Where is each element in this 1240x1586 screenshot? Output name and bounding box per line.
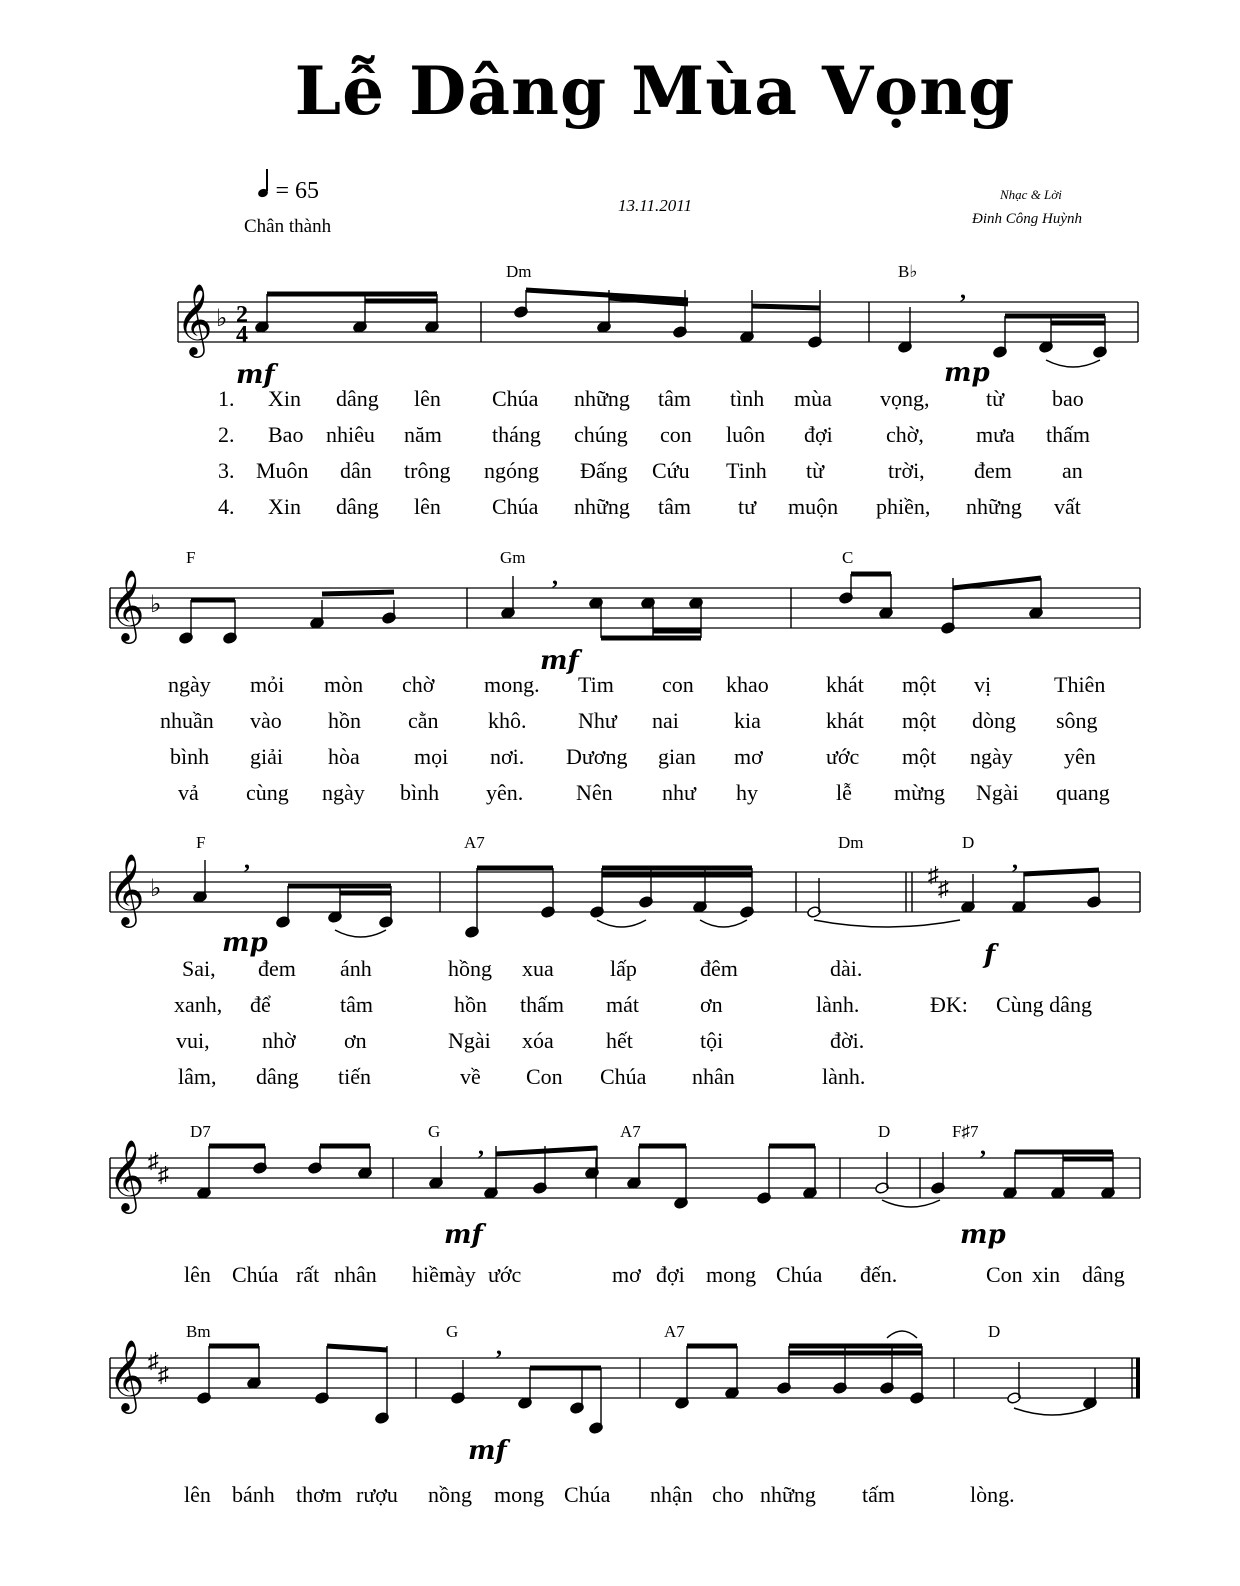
lyric-syllable: chúng [574, 422, 628, 447]
beam [752, 306, 820, 308]
time-signature-bottom: 4 [236, 322, 248, 348]
lyric-syllable: mọi [414, 744, 449, 769]
lyric-syllable: Con [526, 1064, 563, 1089]
lyric-syllable: dâng [336, 386, 379, 411]
lyric-syllable: Chúa [492, 386, 539, 411]
lyric-syllable: lấp [610, 956, 637, 981]
lyric-syllable: năm [404, 422, 442, 447]
chord-symbol: B♭ [898, 262, 918, 281]
lyric-syllable: Muôn [256, 458, 309, 483]
lyric-syllable: những [966, 494, 1022, 519]
lyric-syllable: xua [522, 956, 554, 981]
dynamic-mf: mf [540, 646, 579, 676]
lyric-syllable: dâng [336, 494, 379, 519]
lyric-syllable: con [662, 672, 694, 697]
lyric-syllable: sông [1056, 708, 1098, 733]
lyric-syllable: quang [1056, 780, 1110, 805]
lyric-syllable: bánh [232, 1482, 275, 1507]
lyric-syllable: trông [404, 458, 451, 483]
lyric-syllable: mơ [612, 1262, 641, 1287]
tie [814, 920, 960, 927]
sharp-key-signature-icon: ♯ [938, 876, 949, 901]
lyric-syllable: ước [488, 1262, 522, 1287]
lyric-syllable: mỏi [250, 672, 285, 697]
breath-mark-icon: , [552, 564, 558, 590]
lyric-syllable: Như [578, 708, 617, 733]
lyric-syllable: Chúa [776, 1262, 823, 1287]
chord-symbol: F♯7 [952, 1122, 979, 1141]
sharp-key-signature-icon: ♯ [148, 1148, 159, 1173]
tie [1046, 360, 1100, 367]
expression-marking: Chân thành [244, 216, 332, 237]
dynamic-f: f [984, 940, 996, 970]
lyric-syllable: 2. [218, 422, 235, 447]
lyric-syllable: dài. [830, 956, 863, 981]
chord-symbol: D [878, 1122, 891, 1141]
lyric-syllable: lên [414, 386, 441, 411]
chord-symbol: D7 [190, 1122, 211, 1141]
lyric-syllable: con [660, 422, 692, 447]
lyric-syllable: ngày [322, 780, 365, 805]
lyric-syllable: nồng [428, 1482, 472, 1507]
lyric-syllable: vui, [176, 1028, 210, 1053]
lyric-syllable: cho [712, 1482, 744, 1507]
lyric-syllable: khao [726, 672, 769, 697]
lyric-syllable: nhân [334, 1262, 377, 1287]
treble-clef-icon: 𝄞 [108, 1342, 145, 1410]
lyric-syllable: những [760, 1482, 816, 1507]
chord-symbol: Gm [500, 548, 526, 567]
lyric-syllable: bao [1052, 386, 1084, 411]
lyric-syllable: Con [986, 1262, 1023, 1287]
lyric-syllable: như [662, 780, 696, 805]
lyric-syllable: đời. [830, 1028, 865, 1053]
sharp-key-signature-icon: ♯ [158, 1362, 169, 1387]
chord-symbol: G [446, 1322, 459, 1341]
lyric-syllable: nơi. [490, 744, 525, 769]
lyric-syllable: gian [658, 744, 696, 769]
lyric-syllable: rượu [356, 1482, 398, 1507]
dynamic-mp: mp [944, 358, 990, 388]
lyric-syllable: ngóng [484, 458, 539, 483]
lyric-syllable: nhờ [262, 1028, 296, 1053]
lyric-syllable: nhân [692, 1064, 735, 1089]
lyric-syllable: hết [606, 1028, 633, 1053]
lyric-syllable: vất [1054, 494, 1081, 519]
treble-clef-icon: 𝄞 [176, 286, 213, 354]
lyric-syllable: ơn [700, 992, 723, 1017]
lyric-syllable: 1. [218, 386, 235, 411]
lyric-syllable: mong [494, 1482, 545, 1507]
lyric-syllable: bình [400, 780, 440, 805]
lyric-syllable: về [460, 1064, 481, 1089]
lyric-syllable: lâm, [178, 1064, 217, 1089]
treble-clef-icon: 𝄞 [108, 856, 145, 924]
lyric-syllable: yên. [486, 780, 524, 805]
lyric-syllable: an [1062, 458, 1083, 483]
lyric-syllable: 3. [218, 458, 235, 483]
lyric-syllable: lành. [816, 992, 860, 1017]
beam [496, 1148, 597, 1154]
treble-clef-icon: 𝄞 [108, 572, 145, 640]
chord-symbol: G [428, 1122, 441, 1141]
lyric-syllable: dòng [972, 708, 1016, 733]
lyric-syllable: xóa [522, 1028, 554, 1053]
tie [882, 1200, 940, 1207]
beam [526, 290, 688, 300]
lyric-syllable: lên [184, 1262, 211, 1287]
lyric-syllable: hồn [328, 708, 361, 733]
lyric-syllable: phiền, [876, 494, 931, 519]
flat-key-signature-icon: ♭ [216, 306, 228, 332]
lyric-syllable: chờ, [886, 422, 924, 447]
sharp-key-signature-icon: ♯ [158, 1162, 169, 1187]
lyric-syllable: lên [184, 1482, 211, 1507]
lyric-syllable: mưa [976, 422, 1015, 447]
lyric-syllable: thấm [1046, 422, 1090, 447]
lyric-syllable: Ngài [448, 1028, 491, 1053]
lyric-syllable: hòa [328, 744, 360, 769]
lyric-syllable: xanh, [174, 992, 223, 1017]
tie [597, 920, 646, 927]
lyric-syllable: lòng. [970, 1482, 1015, 1507]
lyric-syllable: nhận [650, 1482, 693, 1507]
chord-symbol: F [186, 548, 196, 567]
lyric-syllable: Chúa [232, 1262, 279, 1287]
lyric-syllable: hy [736, 780, 758, 805]
lyric-syllable: tình [730, 386, 765, 411]
lyric-syllable: mòn [324, 672, 364, 697]
tie [887, 1331, 917, 1338]
lyric-syllable: cùng [246, 780, 289, 805]
sharp-key-signature-icon: ♯ [148, 1348, 159, 1373]
time-signature-top: 2 [236, 302, 248, 328]
lyric-syllable: hồng [448, 956, 492, 981]
lyric-syllable: ĐK: [930, 992, 968, 1017]
tempo-value: = 65 [275, 178, 320, 204]
beam [327, 1346, 387, 1350]
credit-role: Nhạc & Lời [1000, 187, 1062, 202]
sharp-key-signature-icon: ♯ [928, 862, 939, 887]
chord-symbol: A7 [464, 833, 485, 852]
lyric-syllable: khô. [488, 708, 527, 733]
lyric-syllable: nhuần [160, 708, 214, 733]
lyric-syllable: dâng [256, 1064, 299, 1089]
dynamic-mp: mp [222, 928, 268, 958]
beam [322, 592, 394, 594]
chord-symbol: D [962, 833, 975, 852]
lyric-syllable: yên [1064, 744, 1096, 769]
lyric-syllable: nai [652, 708, 679, 733]
dynamic-mf: mf [468, 1436, 507, 1466]
lyric-syllable: khát [826, 708, 864, 733]
lyric-syllable: từ [986, 386, 1005, 411]
lyric-syllable: đợi [804, 422, 833, 447]
chord-symbol: C [842, 548, 854, 567]
lyric-syllable: muộn [788, 494, 839, 519]
lyric-syllable: kia [734, 708, 761, 733]
composition-date: 13.11.2011 [618, 196, 692, 215]
lyric-syllable: những [574, 386, 630, 411]
lyric-syllable: một [902, 744, 937, 769]
lyric-syllable: vào [250, 708, 282, 733]
lyric-syllable: tiến [338, 1064, 371, 1089]
lyric-syllable: mát [606, 992, 639, 1017]
flat-key-signature-icon: ♭ [150, 876, 162, 902]
lyric-syllable: Chúa [600, 1064, 647, 1089]
lyric-syllable: Nên [576, 780, 613, 805]
lyric-syllable: Xin [268, 386, 301, 411]
lyric-syllable: ước [826, 744, 860, 769]
lyric-syllable: rất [296, 1262, 320, 1287]
lyric-syllable: ánh [340, 956, 372, 981]
lyric-syllable: đêm [700, 956, 738, 981]
chord-symbol: Bm [186, 1322, 211, 1341]
lyric-syllable: mong. [484, 672, 540, 697]
lyric-syllable: bình [170, 744, 210, 769]
breath-mark-icon: , [478, 1134, 484, 1160]
lyric-syllable: lễ [836, 780, 852, 805]
lyric-syllable: dân [340, 458, 372, 483]
lyric-syllable: Cùng dâng [996, 992, 1092, 1017]
lyric-syllable: mừng [894, 780, 946, 805]
lyric-syllable: một [902, 708, 937, 733]
lyric-syllable: Bao [268, 422, 304, 447]
breath-mark-icon: , [980, 1134, 986, 1160]
lyric-syllable: đem [258, 956, 296, 981]
lyric-syllable: vị [974, 672, 992, 697]
lyric-syllable: đem [974, 458, 1012, 483]
lyric-syllable: vả [178, 780, 199, 805]
treble-clef-icon: 𝄞 [108, 1142, 145, 1210]
lyric-syllable: tâm [658, 386, 691, 411]
lyric-syllable: tâm [658, 494, 691, 519]
lyric-syllable: xin [1032, 1262, 1061, 1287]
beam [953, 578, 1041, 588]
beam [1024, 870, 1099, 874]
lyric-syllable: Đấng [580, 458, 628, 483]
lyric-syllable: tư [738, 494, 757, 519]
breath-mark-icon: , [1012, 848, 1018, 874]
lyric-syllable: Thiên [1054, 672, 1106, 697]
lyric-syllable: Tinh [726, 458, 767, 483]
breath-mark-icon: , [244, 848, 250, 874]
lyric-syllable: vọng, [880, 386, 930, 411]
song-title: Lễ Dâng Mùa Vọng [294, 52, 1016, 130]
lyric-syllable: lên [414, 494, 441, 519]
lyric-syllable: từ [806, 458, 825, 483]
flat-key-signature-icon: ♭ [150, 592, 162, 618]
chord-symbol: A7 [664, 1322, 685, 1341]
tie [700, 920, 747, 927]
chord-symbol: Dm [506, 262, 532, 281]
lyric-syllable: để [250, 992, 271, 1017]
lyric-syllable: tháng [492, 422, 541, 447]
lyric-syllable: nhiêu [326, 422, 375, 447]
chord-symbol: F [196, 833, 206, 852]
lyric-syllable: hiền [412, 1262, 450, 1287]
lyric-syllable: lành. [822, 1064, 866, 1089]
dynamic-mf: mf [444, 1220, 483, 1250]
chord-symbol: A7 [620, 1122, 641, 1141]
lyric-syllable: Cứu [652, 458, 690, 483]
lyric-syllable: trời, [888, 458, 925, 483]
lyric-syllable: ngày [168, 672, 211, 697]
lyric-syllable: Tim [578, 672, 614, 697]
composer-name: Đinh Công Huỳnh [972, 211, 1082, 227]
chord-symbol: D [988, 1322, 1001, 1341]
breath-mark-icon: , [960, 278, 966, 304]
lyric-syllable: mong [706, 1262, 757, 1287]
lyric-syllable: Xin [268, 494, 301, 519]
lyric-syllable: chờ [402, 672, 435, 697]
lyric-syllable: thấm [520, 992, 564, 1017]
lyric-syllable: Ngài [976, 780, 1019, 805]
dynamic-mp: mp [960, 1220, 1006, 1250]
lyric-syllable: tấm [862, 1482, 895, 1507]
lyric-syllable: Dương [566, 744, 628, 769]
tie [1014, 1408, 1090, 1415]
dynamic-mf: mf [236, 360, 275, 390]
lyric-syllable: này [444, 1262, 476, 1287]
lyric-syllable: tâm [340, 992, 373, 1017]
lyric-syllable: mùa [794, 386, 832, 411]
lyric-syllable: Sai, [182, 956, 216, 981]
lyric-syllable: ơn [344, 1028, 367, 1053]
lyric-syllable: ngày [970, 744, 1013, 769]
lyric-syllable: 4. [218, 494, 235, 519]
lyric-syllable: những [574, 494, 630, 519]
lyric-syllable: Chúa [492, 494, 539, 519]
tie [335, 930, 386, 937]
lyric-syllable: cằn [408, 708, 439, 733]
lyric-syllable: Chúa [564, 1482, 611, 1507]
lyric-syllable: đợi [656, 1262, 685, 1287]
lyric-syllable: tội [700, 1028, 724, 1053]
lyric-syllable: đến. [860, 1262, 898, 1287]
breath-mark-icon: , [496, 1334, 502, 1360]
lyric-syllable: một [902, 672, 937, 697]
chord-symbol: Dm [838, 833, 864, 852]
lyric-syllable: thơm [296, 1482, 342, 1507]
lyric-syllable: hồn [454, 992, 487, 1017]
lyric-syllable: mơ [734, 744, 763, 769]
lyric-syllable: luôn [726, 422, 766, 447]
lyric-syllable: khát [826, 672, 864, 697]
lyric-syllable: dâng [1082, 1262, 1125, 1287]
lyric-syllable: giải [250, 744, 283, 769]
